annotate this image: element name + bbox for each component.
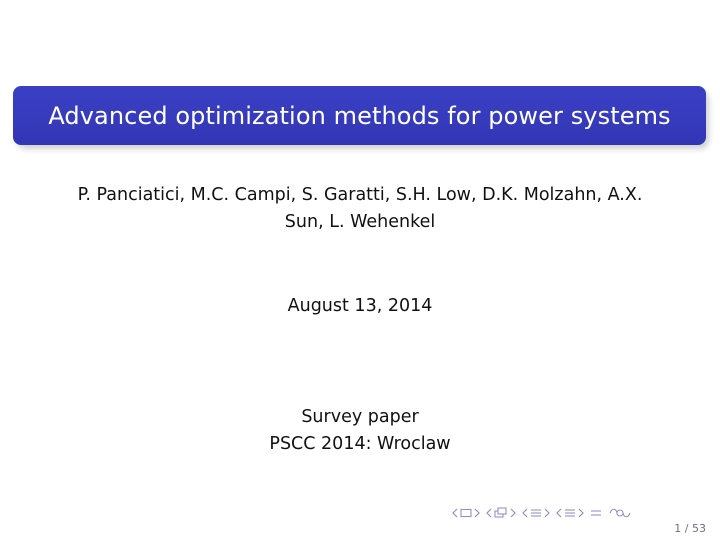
left-arrow-icon[interactable] bbox=[486, 508, 492, 518]
section-nav-2[interactable] bbox=[556, 507, 584, 519]
page-indicator: 1 / 53 bbox=[674, 522, 706, 535]
slide-title: Advanced optimization methods for power systems bbox=[48, 101, 671, 130]
right-arrow-icon[interactable] bbox=[510, 508, 516, 518]
author-list bbox=[30, 182, 690, 236]
search-back-forward-icon[interactable] bbox=[608, 507, 632, 519]
align-icon[interactable] bbox=[590, 507, 602, 519]
subsection-nav[interactable] bbox=[486, 507, 516, 519]
section-nav-icon[interactable] bbox=[530, 507, 542, 519]
frame-nav[interactable] bbox=[452, 508, 480, 518]
right-arrow-icon[interactable] bbox=[578, 508, 584, 518]
venue-note-line-1: Survey paper bbox=[301, 407, 419, 427]
search-nav[interactable] bbox=[608, 507, 632, 519]
subsection-nav-icon[interactable] bbox=[494, 507, 508, 519]
title-box bbox=[13, 86, 706, 145]
section-icon-2[interactable] bbox=[564, 507, 576, 519]
align-nav[interactable] bbox=[590, 507, 602, 519]
right-arrow-icon[interactable] bbox=[474, 508, 480, 518]
section-nav[interactable] bbox=[522, 507, 550, 519]
frame-nav-icon[interactable] bbox=[460, 508, 472, 518]
left-arrow-icon[interactable] bbox=[452, 508, 458, 518]
venue-note bbox=[0, 404, 720, 458]
right-arrow-icon[interactable] bbox=[544, 508, 550, 518]
presentation-date: August 13, 2014 bbox=[287, 296, 433, 316]
authors-line-1: P. Panciatici, M.C. Campi, S. Garatti, S.H. Low, D.K. Molzahn, A.X. bbox=[77, 185, 643, 205]
left-arrow-icon[interactable] bbox=[556, 508, 562, 518]
left-arrow-icon[interactable] bbox=[522, 508, 528, 518]
beamer-navigation-bar bbox=[452, 503, 632, 523]
venue-note-line-2: PSCC 2014: Wroclaw bbox=[269, 434, 451, 454]
authors-line-2: Sun, L. Wehenkel bbox=[284, 212, 436, 232]
